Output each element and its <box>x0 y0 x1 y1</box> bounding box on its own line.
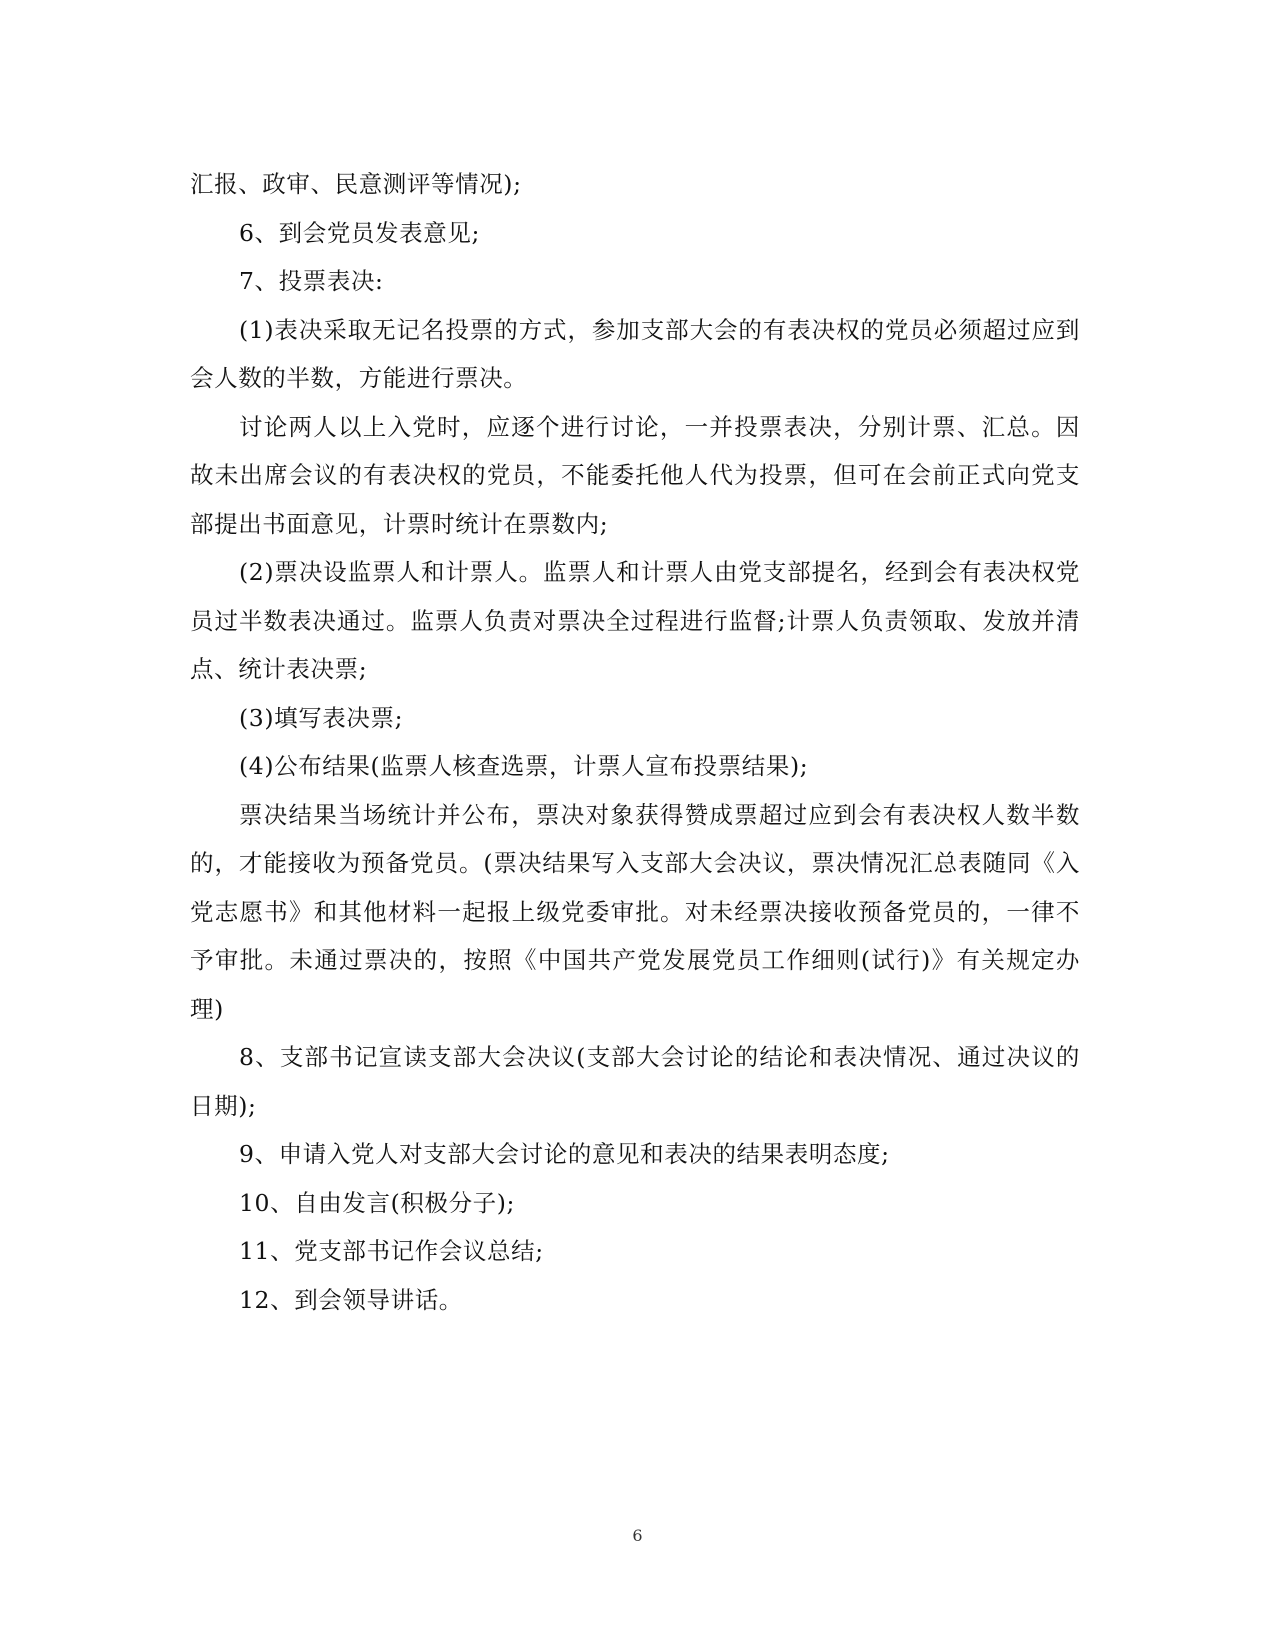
paragraph: 8、支部书记宣读支部大会决议(支部大会讨论的结论和表决情况、通过决议的日期); <box>190 1043 1080 1120</box>
paragraph: 票决结果当场统计并公布，票决对象获得赞成票超过应到会有表决权人数半数的，才能接收为预备党员。(票决结果写入支部大会决议，票决情况汇总表随同《入党志愿书》和其他材料一起报上级党委审批。对未经票决接收预备党员的，一律不予审批。未通过票决的，按照《中国共产党发展党员工作细则(试行)》有关规定办理) <box>190 800 1080 1023</box>
paragraph: 11、党支部书记作会议总结; <box>239 1237 544 1265</box>
paragraph: 9、申请入党人对支部大会讨论的意见和表决的结果表明态度; <box>239 1140 890 1168</box>
paragraph: (4)公布结果(监票人核查选票，计票人宣布投票结果); <box>239 752 809 780</box>
paragraph: 7、投票表决: <box>239 267 384 295</box>
paragraph: 讨论两人以上入党时，应逐个进行讨论，一并投票表决，分别计票、汇总。因故未出席会议的有表决权的党员，不能委托他人代为投票，但可在会前正式向党支部提出书面意见，计票时统计在票数内; <box>190 412 1080 538</box>
paragraph: 汇报、政审、民意测评等情况); <box>190 170 522 198</box>
paragraph: 10、自由发言(积极分子); <box>239 1188 516 1217</box>
paragraph: (1)表决采取无记名投票的方式，参加支部大会的有表决权的党员必须超过应到会人数的半数，方能进行票决。 <box>190 315 1080 392</box>
page-number: 6 <box>632 1526 643 1545</box>
paragraph: 12、到会领导讲话。 <box>239 1285 463 1314</box>
paragraph: (3)填写表决票; <box>239 703 404 732</box>
paragraph: 6、到会党员发表意见; <box>239 218 480 247</box>
document-body <box>190 160 1080 1324</box>
paragraph: (2)票决设监票人和计票人。监票人和计票人由党支部提名，经到会有表决权党员过半数表决通过。监票人负责对票决全过程进行监督;计票人负责领取、发放并清点、统计表决票; <box>190 558 1080 683</box>
